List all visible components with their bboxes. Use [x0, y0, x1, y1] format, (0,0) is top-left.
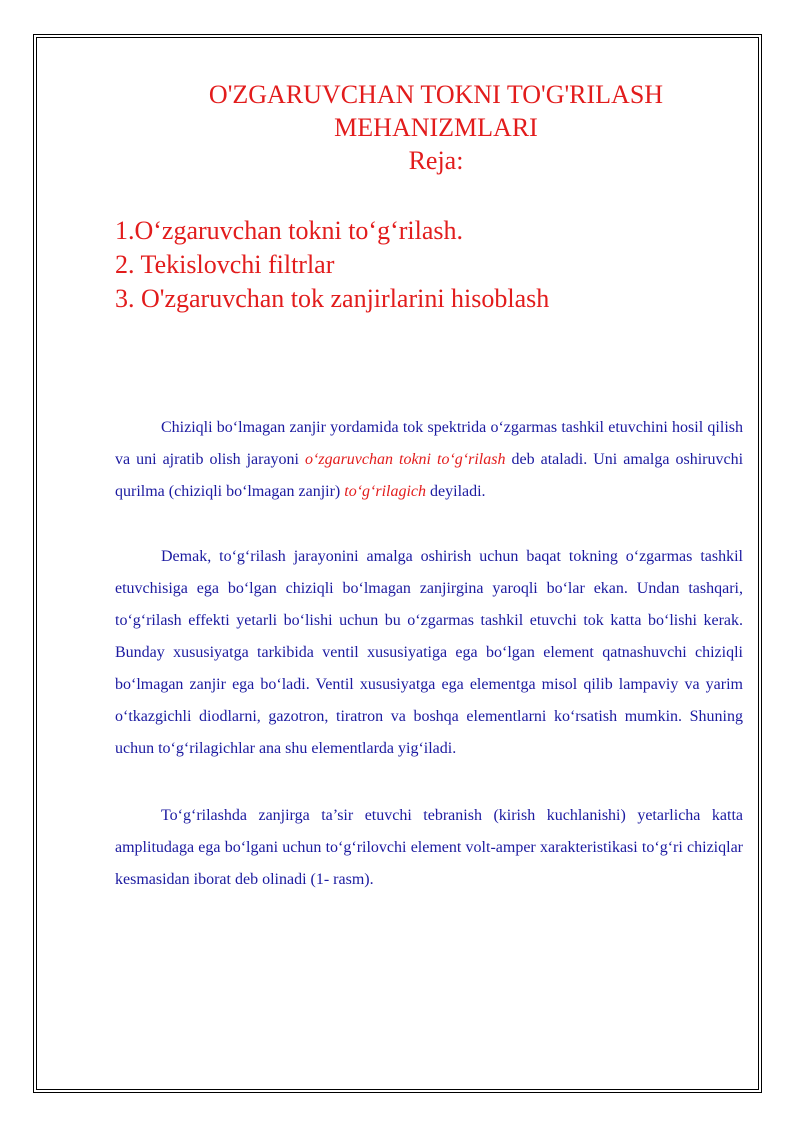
body-paragraph-2: Demak, to‘g‘rilash jarayonini amalga oshirish uchun baqat tokning o‘zgarmas tashkil etuvchisiga ega bo‘lgan chiziqli bo‘lmagan zanjirgina yaroqli bo‘lar ekan. Undan tashqari, to‘g‘rilash effekti yetarli bo‘lishi uchun bu o‘zgarmas tashkil etuvchi tok katta bo‘lishi kerak. Bunday xususiyatga tarkibida ventil xususiyatiga ega bo‘lgan element qatnashuvchi chiziqli bo‘lmagan zanjir ega bo‘ladi. Ventil xususiyatga ega elementga misol qilib lampaviy va yarim o‘tkazgichli diodlarni, gazotron, tiratron va boshqa elementlarni ko‘rsatish mumkin. Shuning uchun to‘g‘rilagichlar ana shu elementlarda yig‘iladi. — [115, 548, 743, 757]
paragraph-1-text-a: Chiziqli bo‘lmagan zanjir yordamida tok spektrida o‘zgarmas tashkil etuvchini hosil qilish va uni ajratib olish jarayoni — [115, 419, 743, 468]
term-rectification: o‘zgaruvchan tokni to‘g‘rilash — [305, 451, 506, 468]
document-title-line-2: MEHANIZMLARI — [334, 113, 538, 142]
plan-list — [115, 214, 549, 316]
paragraph-1-text-c: deyiladi. — [426, 483, 486, 500]
term-rectifier: to‘g‘rilagich — [344, 483, 427, 500]
document-title-line-1: O'ZGARUVCHAN TOKNI TO'G'RILASH — [208, 80, 664, 109]
body-paragraph-3: To‘g‘rilashda zanjirga ta’sir etuvchi tebranish (kirish kuchlanishi) yetarlicha katta amplitudaga ega bo‘lgani uchun to‘g‘rilovchi element volt-amper xarakteristikasi to‘g‘ri chiziqlar kesmasidan iborat deb olinadi (1- rasm). — [115, 807, 743, 888]
body-paragraph-1 — [115, 412, 743, 508]
plan-item-1: 1.O‘zgaruvchan tokni to‘g‘rilash. — [115, 216, 464, 245]
plan-heading: Reja: — [408, 146, 464, 175]
plan-item-3: 3. O'zgaruvchan tok zanjirlarini hisoblash — [115, 284, 550, 313]
plan-item-2: 2. Tekislovchi filtrlar — [115, 250, 335, 279]
paragraph-1-text-b: deb ataladi. Uni amalga oshiruvchi qurilma (chiziqli bo‘lmagan zanjir) — [115, 451, 744, 500]
